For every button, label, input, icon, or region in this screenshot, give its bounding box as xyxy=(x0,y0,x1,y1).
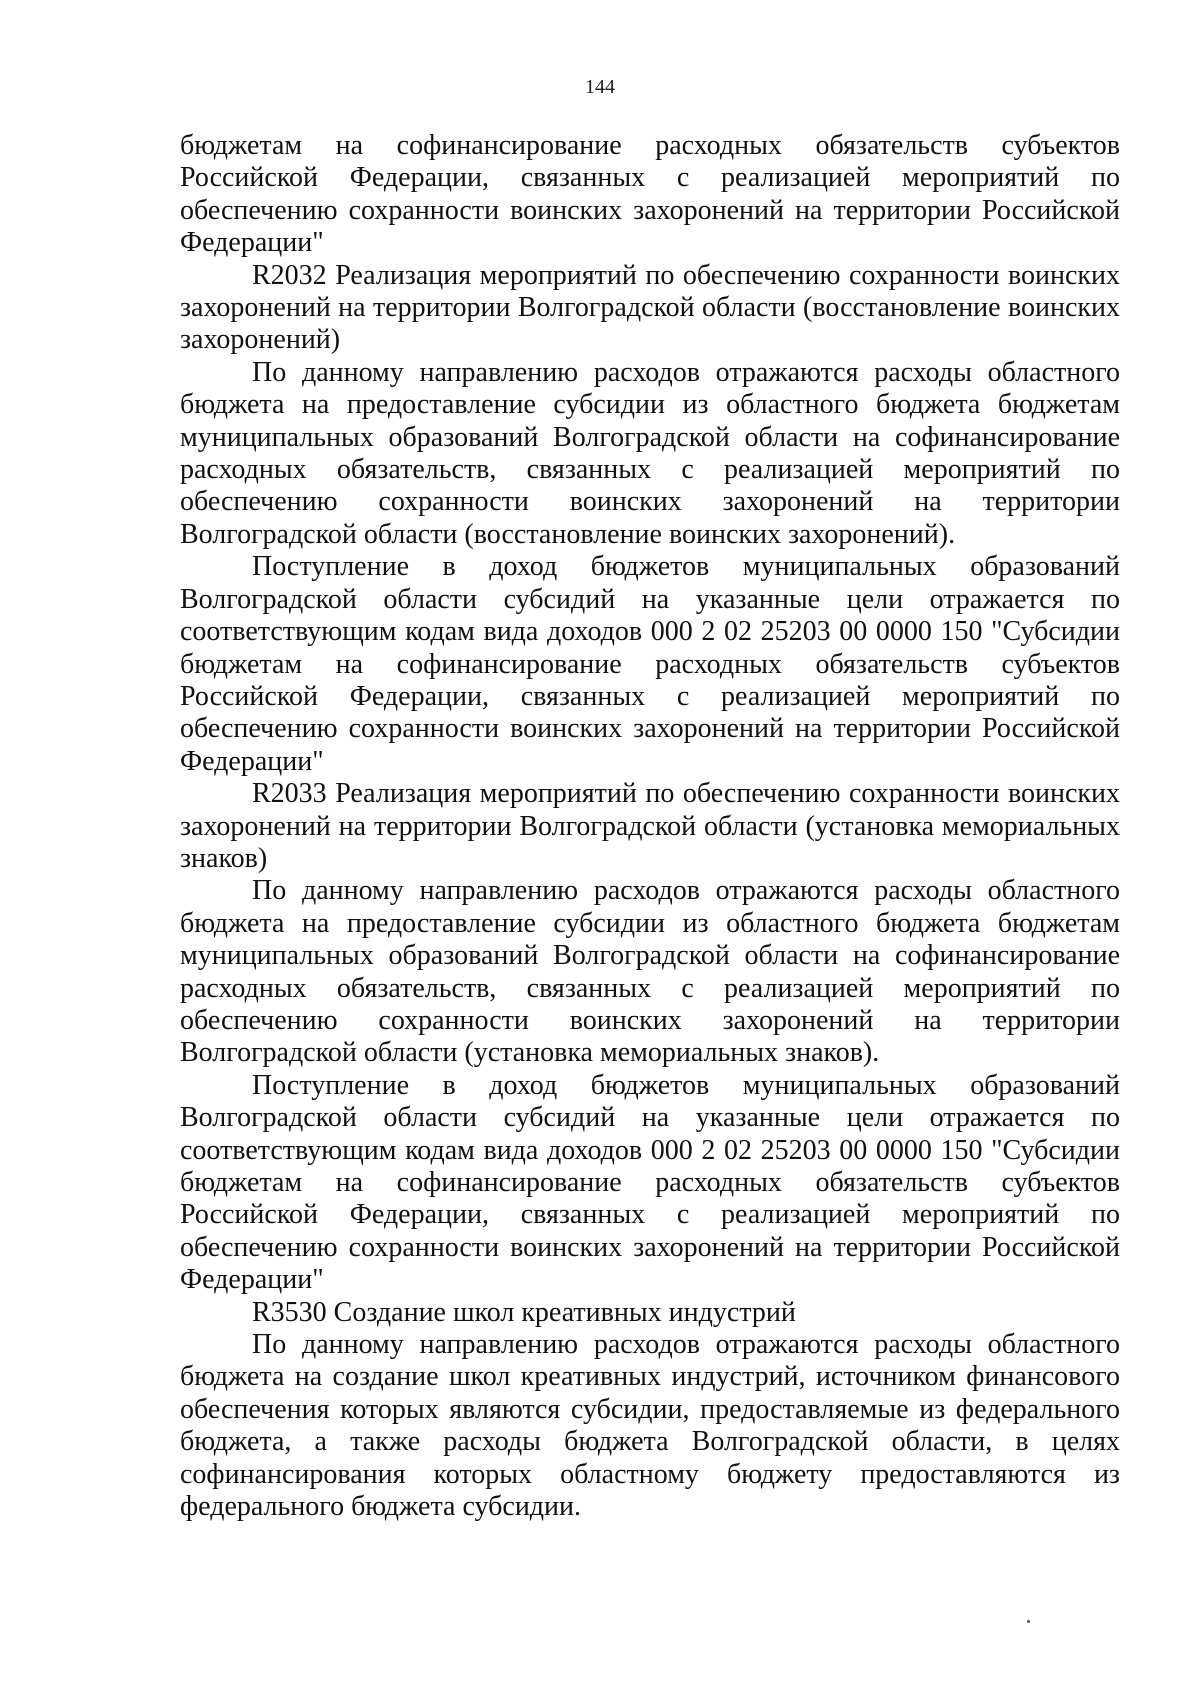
document-body xyxy=(180,130,1120,1523)
paragraph-r2033-description: По данному направлению расходов отражаются расходы областного бюджета на предоставление субсидии из областного бюджета бюджетам муниципальных образований Волгоградской области на софинансирование расходных обязательств, связанных с реализацией мероприятий по обеспечению сохранности воинских захоронений на территории Волгоградской области (установка мемориальных знаков). xyxy=(180,875,1120,1069)
paragraph-continuation: бюджетам на софинансирование расходных обязательств субъектов Российской Федерации, связанных с реализацией мероприятий по обеспечению сохранности воинских захоронений на территории Российской Федерации" xyxy=(180,130,1120,259)
section-heading-r2032: R2032 Реализация мероприятий по обеспечению сохранности воинских захоронений на территории Волгоградской области (восстановление воинских захоронений) xyxy=(180,259,1120,356)
paragraph-r2032-description: По данному направлению расходов отражаются расходы областного бюджета на предоставление субсидии из областного бюджета бюджетам муниципальных образований Волгоградской области на софинансирование расходных обязательств, связанных с реализацией мероприятий по обеспечению сохранности воинских захоронений на территории Волгоградской области (восстановление воинских захоронений). xyxy=(180,356,1120,550)
paragraph-r2032-revenue: Поступление в доход бюджетов муниципальных образований Волгоградской области субсидий на указанные цели отражается по соответствующим кодам вида доходов 000 2 02 25203 00 0000 150 "Субсидии бюджетам на софинансирование расходных обязательств субъектов Российской Федерации, связанных с реализацией мероприятий по обеспечению сохранности воинских захоронений на территории Российской Федерации" xyxy=(180,551,1120,777)
page-number: 144 xyxy=(585,76,615,98)
section-heading-r2033: R2033 Реализация мероприятий по обеспечению сохранности воинских захоронений на территории Волгоградской области (установка мемориальных знаков) xyxy=(180,778,1120,874)
section-heading-r3530: R3530 Создание школ креативных индустрий xyxy=(252,1296,796,1328)
paragraph-r2033-revenue: Поступление в доход бюджетов муниципальных образований Волгоградской области субсидий на указанные цели отражается по соответствующим кодам вида доходов 000 2 02 25203 00 0000 150 "Субсидии бюджетам на софинансирование расходных обязательств субъектов Российской Федерации, связанных с реализацией мероприятий по обеспечению сохранности воинских захоронений на территории Российской Федерации" xyxy=(180,1069,1120,1296)
paragraph-r3530-description: По данному направлению расходов отражаются расходы областного бюджета на создание школ креативных индустрий, источником финансового обеспечения которых являются субсидии, предоставляемые из федерального бюджета, а также расходы бюджета Волгоградской области, в целях софинансирования которых областному бюджету предоставляются из федерального бюджета субсидии. xyxy=(180,1329,1120,1523)
scan-artifact-dot xyxy=(1027,1620,1030,1623)
